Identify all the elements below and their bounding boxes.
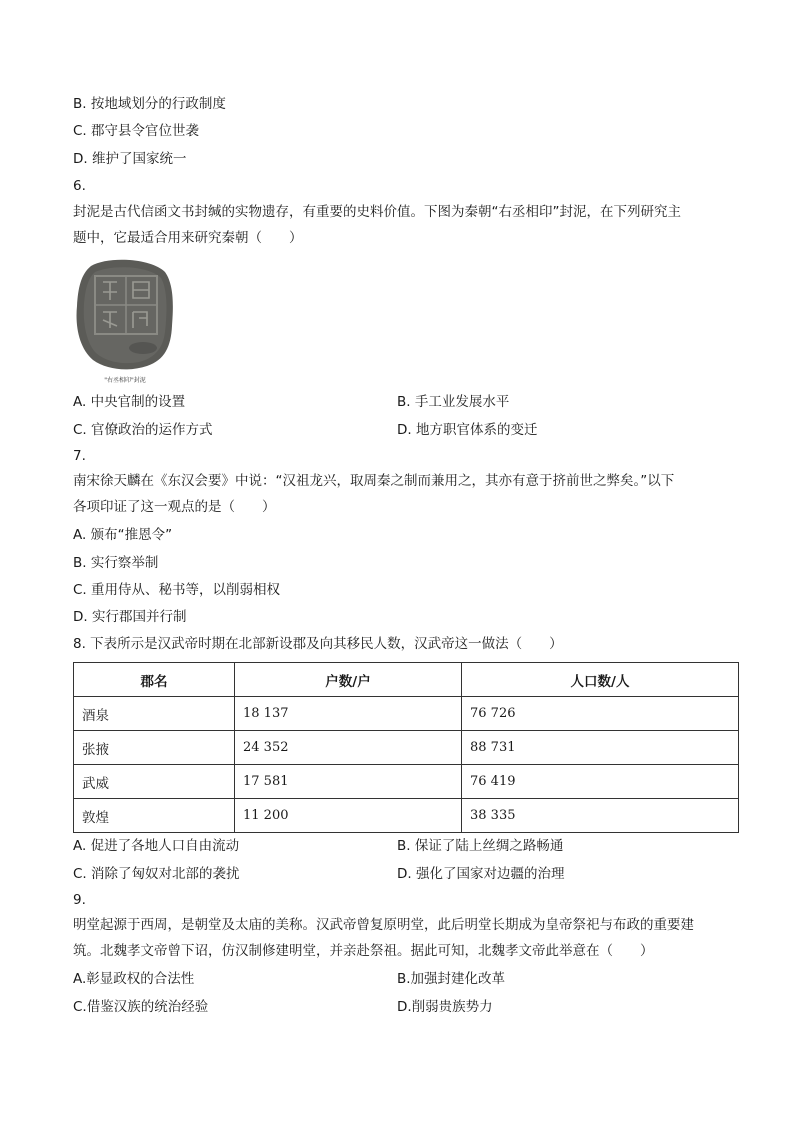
q9-stem-line2: 筑。北魏孝文帝曾下诏，仿汉制修建明堂，并亲赴祭祖。据此可知，北魏孝文帝此举意在（ ） [73,943,654,959]
table-row [74,731,739,765]
q6-option-a: A. 中央官制的设置 [73,394,186,410]
q5-option-b: B. 按地域划分的行政制度 [73,96,226,112]
q8-option-b: B. 保证了陆上丝绸之路畅通 [397,838,564,854]
q8-option-a: A. 促进了各地人口自由流动 [73,838,240,854]
q9-option-c: C.借鉴汉族的统治经验 [73,999,209,1015]
q9-stem-line1: 明堂起源于西周，是朝堂及太庙的美称。汉武帝曾复原明堂，此后明堂长期成为皇帝祭祀与布政的重要建 [73,917,694,933]
q8-option-d: D. 强化了国家对边疆的治理 [397,866,565,882]
q8-stem: 8. 下表所示是汉武帝时期在北部新设郡及向其移民人数，汉武帝这一做法（ ） [73,636,563,652]
migration-table [73,662,739,833]
q9-option-a: A.彰显政权的合法性 [73,971,195,987]
q6-number: 6. [73,178,86,194]
cell-population: 88 731 [462,731,739,765]
q9-option-d: D.削弱贵族势力 [397,999,493,1015]
q6-stem-line1: 封泥是古代信函文书封缄的实物遗存，有重要的史料价值。下图为秦朝“右丞相印”封泥，在下列研究主 [73,204,681,220]
q7-stem-line1: 南宋徐天麟在《东汉会要》中说：“汉祖龙兴，取周秦之制而兼用之，其亦有意于挤前世之弊矣。”以下 [73,473,675,489]
cell-population: 38 335 [462,799,739,833]
table-row [74,765,739,799]
q6-option-c: C. 官僚政治的运作方式 [73,422,213,438]
q7-option-d: D. 实行郡国并行制 [73,609,187,625]
cell-households: 18 137 [235,697,462,731]
seal-photo-icon [73,256,177,374]
column-header-households: 户数/户 [235,663,462,697]
column-header-population: 人口数/人 [462,663,739,697]
cell-commandery: 武威 [74,765,235,799]
q9-number: 9. [73,892,86,908]
cell-households: 24 352 [235,731,462,765]
q7-option-b: B. 实行察举制 [73,555,159,571]
cell-commandery: 敦煌 [74,799,235,833]
column-header-commandery: 郡名 [74,663,235,697]
cell-households: 11 200 [235,799,462,833]
q6-stem-line2: 题中，它最适合用来研究秦朝（ ） [73,230,303,246]
table-header-row [74,663,739,697]
q7-option-c: C. 重用侍从、秘书等，以削弱相权 [73,582,281,598]
q5-option-c: C. 郡守县令官位世袭 [73,123,200,139]
table-row [74,697,739,731]
cell-population: 76 419 [462,765,739,799]
q9-option-b: B.加强封建化改革 [397,971,506,987]
cell-commandery: 张掖 [74,731,235,765]
cell-households: 17 581 [235,765,462,799]
cell-commandery: 酒泉 [74,697,235,731]
q5-option-d: D. 维护了国家统一 [73,151,187,167]
q7-option-a: A. 颁布“推恩令” [73,527,173,543]
q8-option-c: C. 消除了匈奴对北部的袭扰 [73,866,240,882]
q7-number: 7. [73,448,86,464]
cell-population: 76 726 [462,697,739,731]
clay-seal-image [73,256,177,388]
q7-stem-line2: 各项印证了这一观点的是（ ） [73,499,276,515]
table-row [74,799,739,833]
q6-option-d: D. 地方职官体系的变迁 [397,422,538,438]
seal-image-caption: "右丞相印"封泥 [104,377,146,384]
q6-option-b: B. 手工业发展水平 [397,394,510,410]
